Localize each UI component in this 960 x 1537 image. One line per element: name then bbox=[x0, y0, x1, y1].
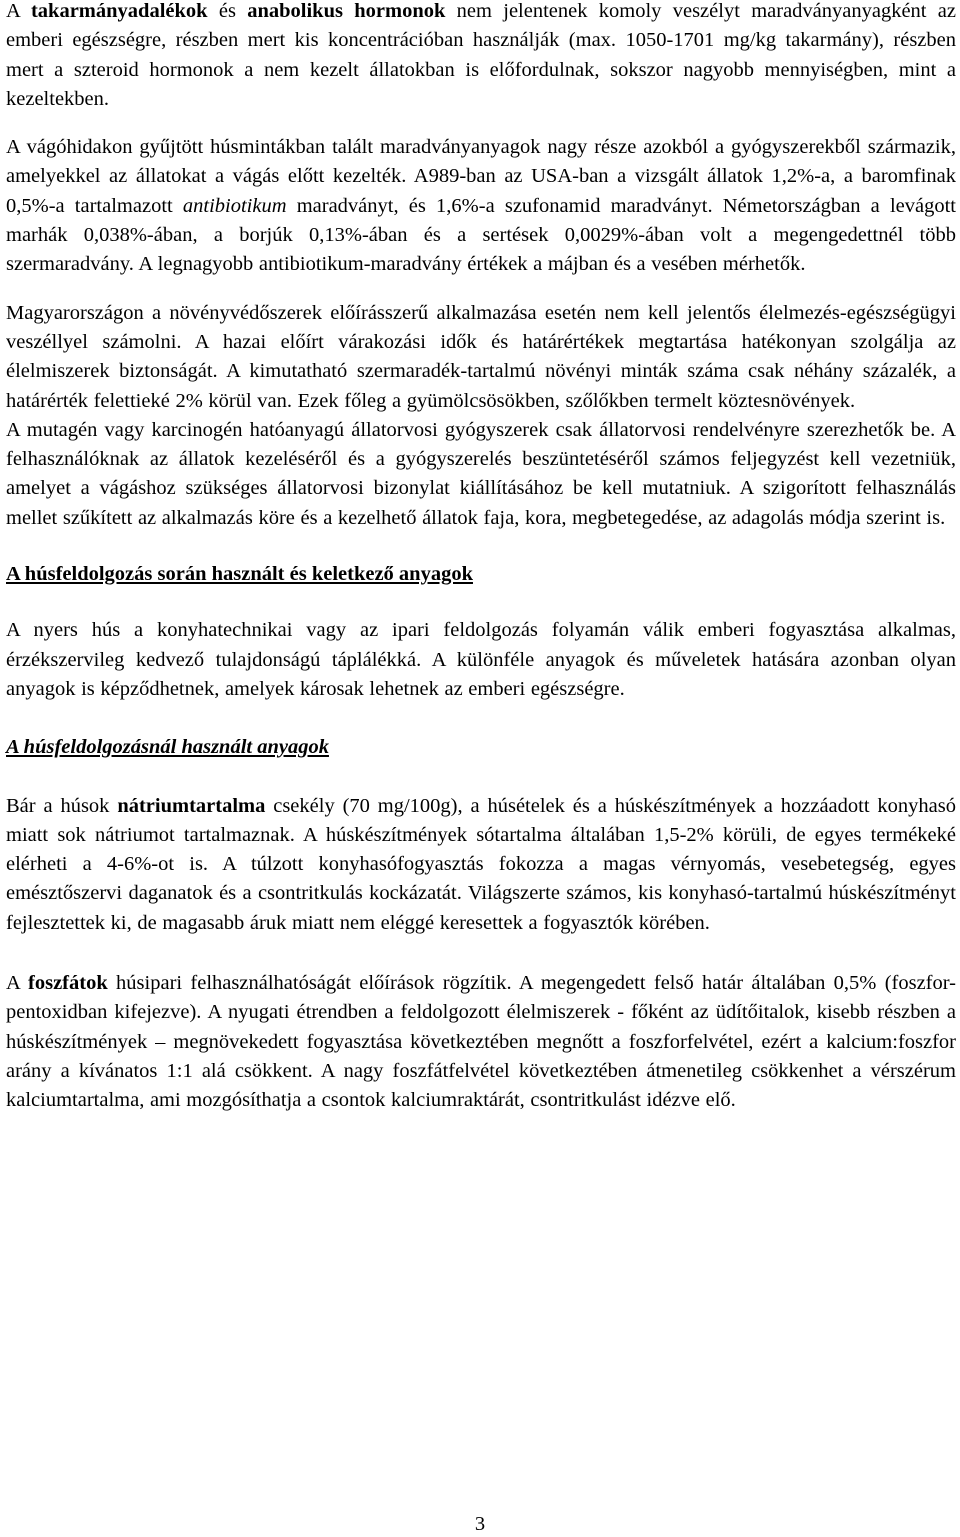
paragraph-sodium: Bár a húsok nátriumtartalma csekély (70 mg/100g), a húsételek és a húskészítmények a hozzáadott konyhasó miatt sok nátriumot tartalmaznak. A húskészítmények sótartalma általában 1,5-2% körüli, de egyes termékeké elérheti a 4-6%-ot is. A túlzott konyhasófogyasztás fokozza a magas vérnyomás, vesebetegség, egyes emésztőszervi daganatok és a csontritkulás kockázatát. Világszerte számos, kis konyhasó-tartalmú húskészítményt fejlesztettek ki, de magasabb áruk miatt nem eléggé keresettek a fogyasztók körében. bbox=[6, 794, 956, 934]
term-antibiotic: antibiotikum bbox=[182, 194, 287, 217]
paragraph-feed-additives: A takarmányadalékok és anabolikus hormonok nem jelentenek komoly veszélyt maradványanyagként az emberi egészségre, részben mert kis koncentrációban használják (max. 1050-1701 mg/kg takarmány), részben mert a szteroid hormonok a nem kezelt állatokban is előfordulnak, sokszor nagyobb mennyiségben, mint a kezeltekben. bbox=[6, 0, 956, 110]
paragraph-veterinary-drugs: A mutagén vagy karcinogén hatóanyagú állatorvosi gyógyszerek csak állatorvosi rendelvényre szerezhetők be. A felhasználóknak az állatok kezeléséről és a gyógyszerelés beszüntetéséről számos feljegyzést kell vezetniük, amelyet a vágáshoz szükséges állatorvosi bizonylat kiállításához be kell mutatniuk. A szigorított felhasználás mellet szűkített az alkalmazás köre és a kezelhető állatok faja, kora, megbetegedése, az adagolás módja szerint is. bbox=[6, 418, 956, 529]
paragraph-slaughterhouse-samples: A vágóhidakon gyűjtött húsmintákban talált maradványanyagok nagy része azokból a gyógyszerekből származik, amelyekkel az állatokat a vágás előtt kezelték. A989-ban az USA-ban a vizsgált állatok 1,2%-a, a baromfinak 0,5%-a tartalmazott antibiotikum maradványt, és 1,6%-a szufonamid maradványt. Németországban a levágott marhák 0,038%-ában, a borjúk 0,13%-ában és a sertések 0,0029%-ában volt a megengedettnél több szermaradvány. A legnagyobb antibiotikum-maradvány értékek a májban és a vesében mérhetők. bbox=[6, 136, 956, 276]
term-feed-additives: takarmányadalékok bbox=[30, 0, 208, 22]
subsection-heading-materials: A húsfeldolgozásnál használt anyagok bbox=[6, 736, 329, 759]
paragraph-pesticides: Magyarországon a növényvédőszerek előírásszerű alkalmazása esetén nem kell jelentős élelmezés-egészségügyi veszéllyel számolni. A hazai előírt várakozási idők és határértékek megtartása hatékonyan szolgálja az élelmiszerek biztonságát. A kimutatható szermaradék-tartalmú növényi minták száma csak néhány százalék, a határérték felettieké 2% körül van. Ezek főleg a gyümölcsösökben, szőlőkben termelt köztesnövények. bbox=[6, 301, 956, 412]
paragraph-raw-meat: A nyers hús a konyhatechnikai vagy az ipari feldolgozás folyamán válik emberi fogyasztása alkalmas, érzékszervileg kedvező tulajdonságú táplálékká. A különféle anyagok és műveletek hatására azonban olyan anyagok is képződhetnek, amelyek károsak lehetnek az emberi egészségre. bbox=[6, 619, 956, 700]
page-number: 3 bbox=[474, 1513, 486, 1535]
term-anabolic-hormones: anabolikus hormonok bbox=[247, 0, 446, 22]
paragraph-phosphates: A foszfátok húsipari felhasználhatóságát előírások rögzítik. A megengedett felső határ általában 0,5% (foszfor-pentoxidban kifejezve). A nyugati étrendben a feldolgozott élelmiszerek - főként az üdítőitalok, kisebb részben a húskészítmények – megnövekedett fogyasztása következtében megnőtt a foszforfelvétel, ezért a kalcium:foszfor arány a kívánatos 1:1 alá csökkent. A nagy foszfátfelvétel következtében átmenetileg csökkenhet a vérszérum kalciumtartalma, ami mozgósíthatja a csontok kalciumraktárát, csontritkulást idézve elő. bbox=[6, 972, 956, 1112]
term-sodium-content: nátriumtartalma bbox=[117, 794, 266, 817]
document-page bbox=[6, 0, 956, 1116]
section-heading-meat-processing: A húsfeldolgozás során használt és keletkező anyagok bbox=[6, 563, 473, 586]
term-phosphates: foszfátok bbox=[28, 972, 108, 995]
